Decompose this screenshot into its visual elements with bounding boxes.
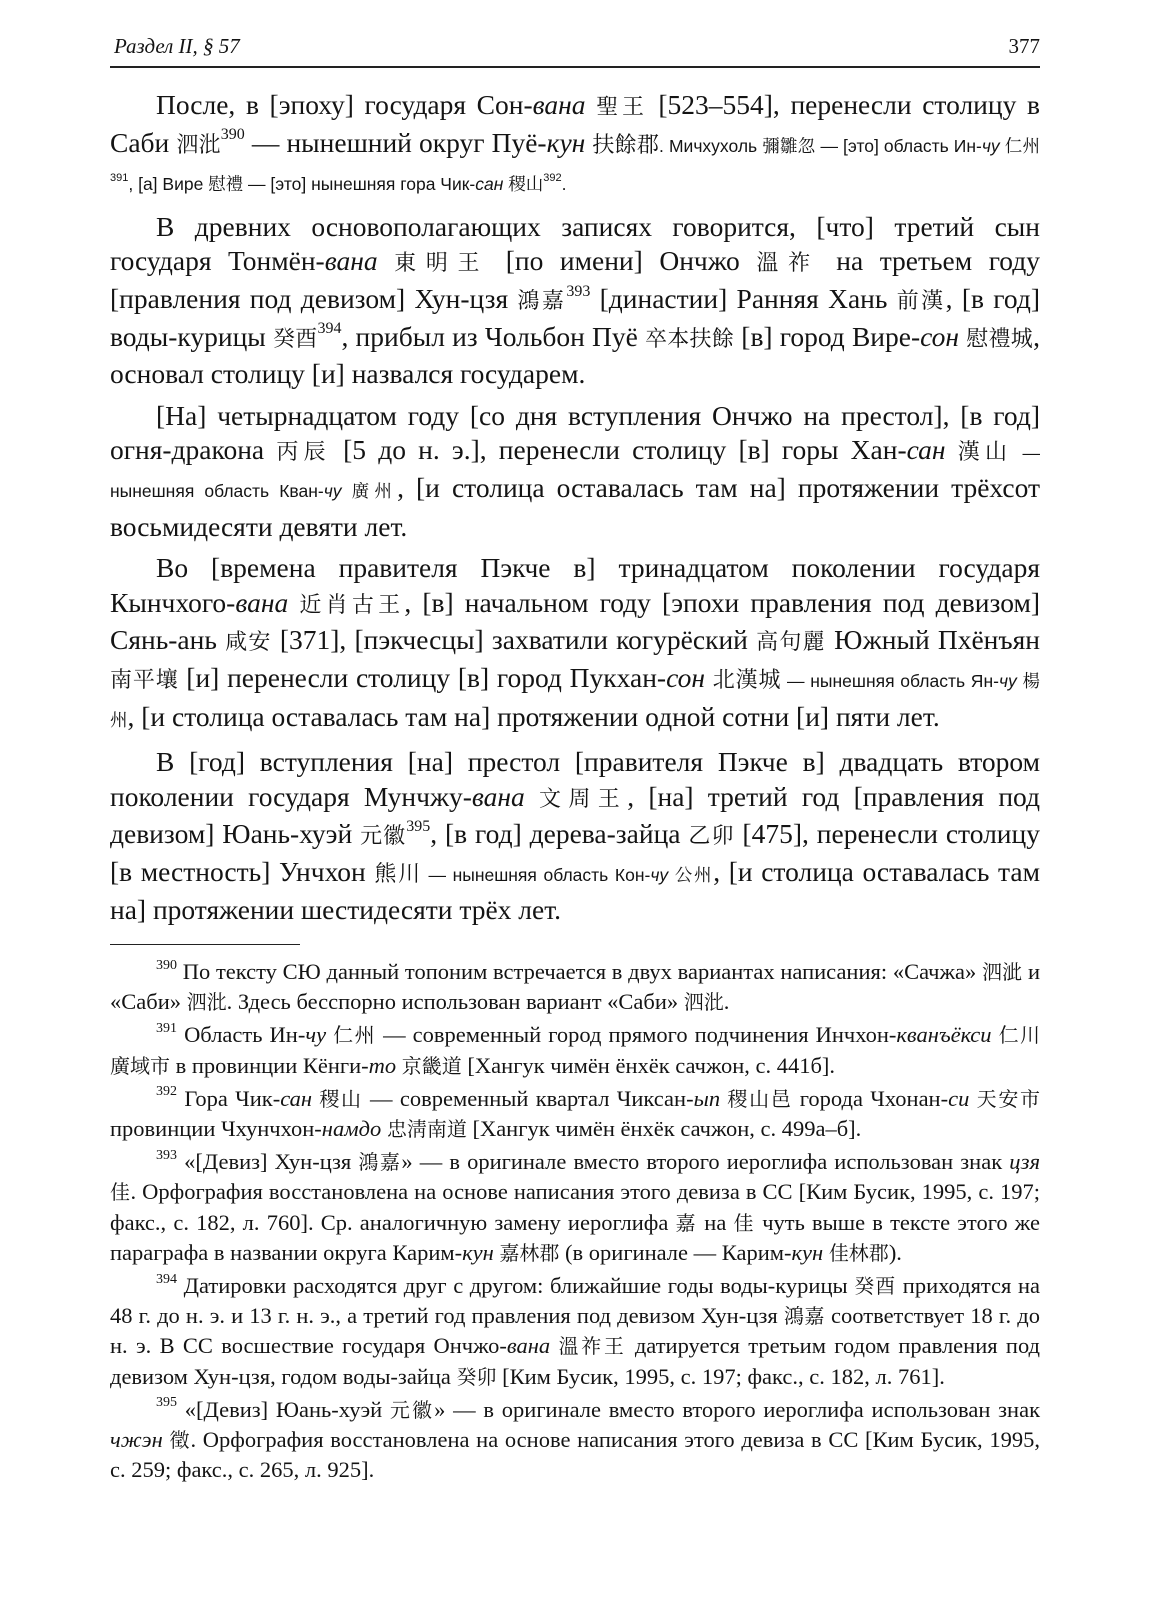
- page-number: 377: [1008, 34, 1040, 58]
- footnote-ref-394[interactable]: 394: [317, 320, 342, 338]
- paragraph-2: В древних основополагающих записях говорится, [что] третий сын государя Тонмён-вана 東明王 [по имени] Ончжо 溫祚 на третьем году [правления под девизом] Хун-цзя 鴻嘉$^{393}$ [династии] Ранняя Хань 前漢, [в год] воды-курицы 癸酉$^{394}$, прибыл из Чольбон Пуё 卒本扶餘 [в] город Вире-сон 慰禮城, основал столицу [и] назвался государем.: [110, 210, 1040, 390]
- footnote-ref-393[interactable]: 393: [566, 282, 591, 300]
- footnote-392: $^{392}$ Гора Чик-сан 稷山 — современный квартал Чиксан-ып 稷山邑 города Чхонан-си 天安市 провинции Чхунчхон-намдо 忠淸南道 [Хангук чимён ёнхёк сачжон, с. 499а–б].: [110, 1084, 1041, 1142]
- footnote-ref-390[interactable]: 390: [220, 126, 245, 144]
- footnote-ref-395[interactable]: 395: [406, 818, 431, 836]
- main-text: [110, 88, 1040, 928]
- footnote-ref-391[interactable]: 391: [110, 172, 129, 185]
- footnote-394: $^{394}$ Датировки расходятся друг с другом: ближайшие годы воды-курицы 癸酉 приходятся на 48 г. до н. э. и 13 г. н. э., а третий год правления под девизом Хун-цзя 鴻嘉 соответствует 18 г. до н. э. В СС восшествие государя Ончжо-вана 溫祚王 датируется третьим годом правления под девизом Хун-цзя, годом воды-зайца 癸卯 [Ким Бусик, 1995, с. 197; факс., с. 182, л. 761].: [110, 1271, 1041, 1389]
- paragraph-4: Во [времена правителя Пэкче в] тринадцатом поколении государя Кынчхого-вана 近肖古王, [в] начальном году [эпохи правления под девизом] Сянь-ань 咸安 [371], [пэкчесцы] захватили когурёский 高句麗 Южный Пхёнъян 南平壤 [и] перенесли столицу [в] город Пукхан-сон 北漢城 — нынешняя область Ян-чу 楊州, [и столица оставалась там на] протяжении одной сотни [и] пяти лет.: [110, 552, 1040, 732]
- footnote-391: $^{391}$ Область Ин-чу 仁州 — современный город прямого подчинения Инчхон-кванъёкси 仁川廣域市 в провинции Кёнги-то 京畿道 [Хангук чимён ёнхёк сачжон, с. 441б].: [110, 1020, 1041, 1078]
- footnote-separator: [110, 944, 300, 945]
- small-gloss: — нынешняя область Ян-чу 楊州: [110, 670, 1040, 731]
- small-gloss: — нынешняя область Кван-чу 廣州: [110, 443, 1040, 502]
- paragraph-5: В [год] вступления [на] престол [правителя Пэкче в] двадцать втором поколении государя Мунчжу-вана 文周王, [на] третий год [правления под девизом] Юань-хуэй 元徽$^{395}$, [в год] дерева-зайца 乙卯 [475], перенесли столицу [в местность] Унчхон 熊川 — нынешняя область Кон-чу 公州, [и столица оставалась там на] протяжении шестидесяти трёх лет.: [110, 746, 1040, 926]
- running-head: Раздел II, § 57: [114, 34, 240, 58]
- footnote-395: $^{395}$ «[Девиз] Юань-хуэй 元徽» — в оригинале вместо второго иероглифа использован знак чжэн 徵. Орфография восстановлена на основе написания этого девиза в СС [Ким Бусик, 1995, с. 259; факс., с. 265, л. 925].: [110, 1395, 1041, 1483]
- small-gloss: — нынешняя область Кон-чу 公州: [421, 864, 714, 886]
- paragraph-3: [На] четырнадцатом году [со дня вступления Ончжо на престол], [в год] огня-дракона 丙辰 [5 до н. э.], перенесли столицу [в] горы Хан-сан 漢山 — нынешняя область Кван-чу 廣州, [и столица оставалась там на] протяжении трёхсот восьмидесяти девяти лет.: [110, 399, 1040, 542]
- footnotes: [110, 957, 1040, 1487]
- footnote-390: $^{390}$ По тексту СЮ данный топоним встречается в двух вариантах написания: «Сачжа» 泗泚 и «Саби» 泗沘. Здесь бесспорно использован вариант «Саби» 泗沘.: [110, 957, 1041, 1015]
- footnote-ref-392[interactable]: 392: [543, 172, 562, 185]
- small-gloss: . Мичхухоль 彌雛忽 — [это] область Ин-чу 仁州$^{391}$, [а] Вире 慰禮 — [это] нынешняя гора Чик-сан 稷山$^{392}$.: [110, 135, 1040, 196]
- footnote-393: $^{393}$ «[Девиз] Хун-цзя 鴻嘉» — в оригинале вместо второго иероглифа использован знак цзя 佳. Орфография восстановлена на основе написания этого девиза в СС [Ким Бусик, 1995, с. 197; факс., с. 182, л. 760]. Ср. аналогичную замену иероглифа 嘉 на 佳 чуть выше в тексте этого же параграфа в названии округа Карим-кун 嘉林郡 (в оригинале — Карим-кун 佳林郡).: [110, 1147, 1041, 1265]
- page-header: [110, 30, 1040, 68]
- paragraph-1: После, в [эпоху] государя Сон-вана 聖王 [523–554], перенесли столицу в Саби 泗沘$^{390}$ — нынешний округ Пуё-кун 扶餘郡. Мичхухоль 彌雛忽 — [это] область Ин-чу 仁州$^{391}$, [а] Вире 慰禮 — [это] нынешняя гора Чик-сан 稷山$^{392}$.: [110, 89, 1040, 196]
